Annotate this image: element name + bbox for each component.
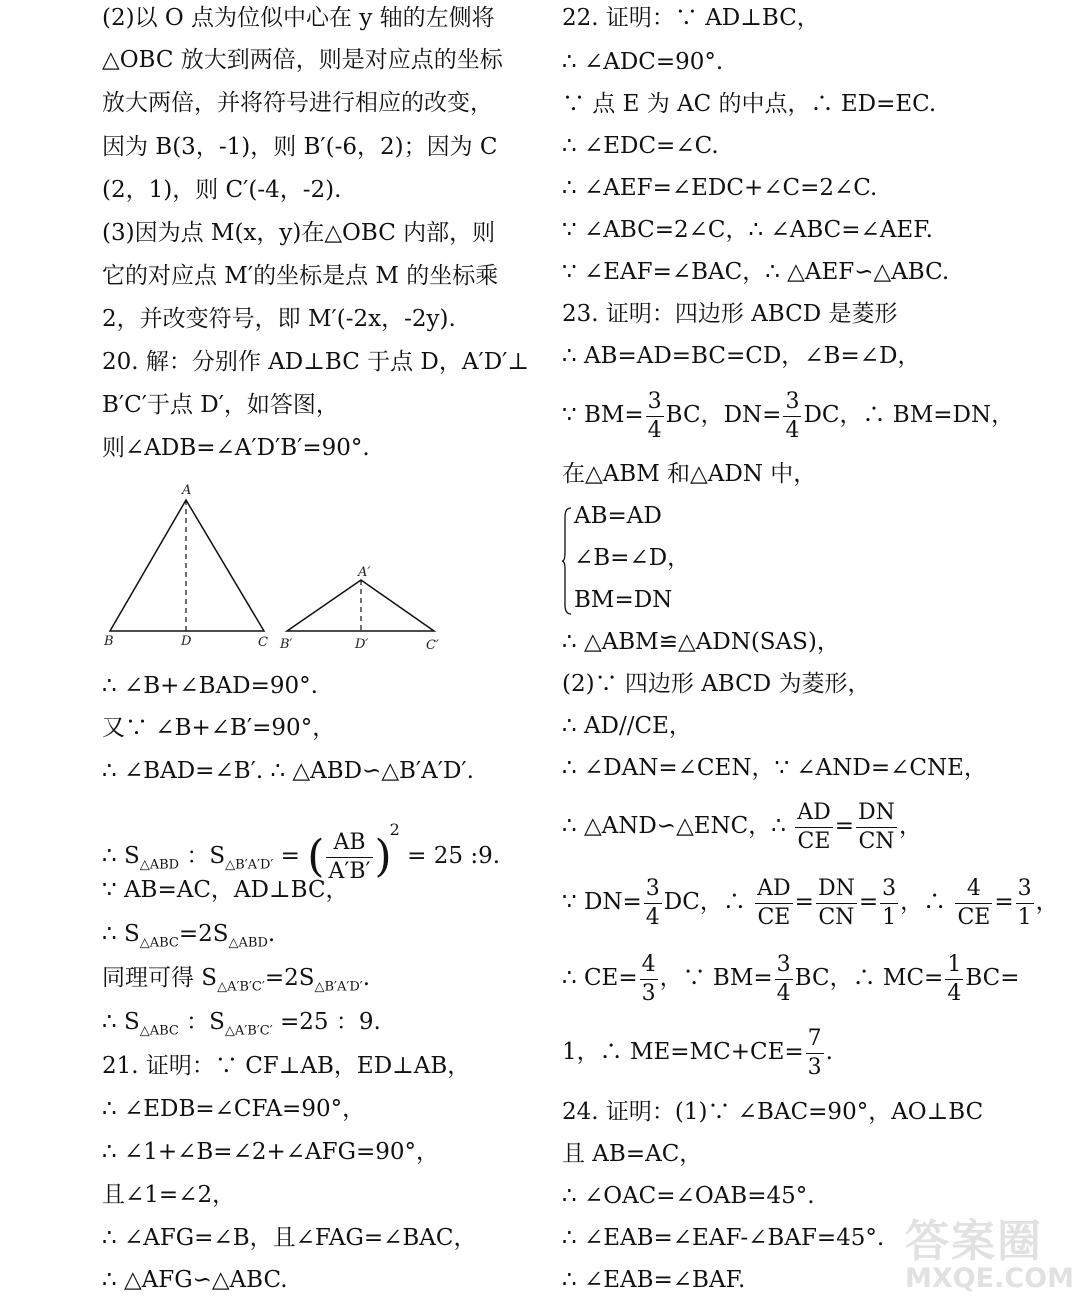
text-line: 它的对应点 M′的坐标是点 M 的坐标乘: [102, 263, 499, 289]
text-span: =25 ：9.: [272, 1009, 381, 1035]
text-line: ∴ ∠1+∠B=∠2+∠AFG=90°，: [102, 1139, 439, 1165]
text-line: ∴ ∠EDB=∠CFA=90°，: [102, 1096, 366, 1122]
text-span: ，: [898, 813, 922, 839]
text-span: 1，∴ ME=MC+CE=: [562, 1039, 804, 1065]
text-line: B′C′于点 D′，如答图，: [102, 392, 339, 418]
text-span: .: [362, 965, 371, 991]
numerator: 4: [641, 951, 656, 977]
fraction: [646, 388, 664, 443]
text-line: (2)∵ 四边形 ABCD 为菱形，: [562, 671, 871, 697]
fraction: [755, 875, 793, 930]
text-span: BC，∴ MC=: [794, 965, 944, 991]
text-span: .: [825, 1039, 833, 1065]
text-line: 24. 证明：(1)∵ ∠BAC=90°，AO⊥BC: [562, 1099, 984, 1125]
text-line: [102, 1008, 381, 1046]
text-line: 因为 B(3，-1)，则 B′(-6，2)；因为 C: [102, 134, 498, 160]
fraction: [1016, 875, 1034, 930]
text-line: [102, 920, 275, 958]
area-ratio-line: [102, 800, 501, 884]
text-line: 且 AB=AC，: [562, 1141, 703, 1167]
text-span: ，∵ BM=: [659, 965, 773, 991]
denominator: 4: [947, 980, 962, 1006]
text-line: AB=AD: [574, 503, 662, 529]
and-similar-line: [562, 796, 922, 856]
numerator: 3: [776, 951, 791, 977]
numerator: AD: [797, 799, 831, 825]
numerator: 3: [647, 388, 662, 414]
text-line: ∴ ∠ADC=90°.: [562, 49, 724, 75]
fraction: [644, 875, 662, 930]
numerator: 3: [1017, 875, 1032, 901]
subscript: △A′B′C′: [217, 979, 265, 995]
text-line: ∴ ∠EAB=∠EAF-∠BAF=45°.: [562, 1225, 885, 1251]
text-line: 2，并改变符号，即 M′(-2x，-2y).: [102, 306, 456, 332]
numerator: 7: [807, 1025, 822, 1051]
text-line: 22. 证明：∵ AD⊥BC，: [562, 5, 820, 31]
numerator: 3: [882, 875, 897, 901]
text-line: 且∠1=∠2，: [102, 1182, 236, 1208]
label-a: A: [182, 483, 192, 498]
text-line: ∴ ∠EDC=∠C.: [562, 133, 719, 159]
denominator: 1: [882, 904, 897, 930]
denominator: 4: [785, 417, 800, 443]
text-line: (3)因为点 M(x，y)在△OBC 内部，则: [102, 220, 496, 246]
fraction: [816, 875, 857, 930]
left-paren: (: [307, 831, 325, 882]
fraction: [326, 829, 372, 884]
text-span: =: [834, 813, 855, 839]
text-line: (2，1)，则 C′(-4，-2).: [102, 177, 342, 203]
denominator: 4: [647, 417, 662, 443]
ce-equation-line: [562, 948, 1020, 1008]
fraction: [795, 799, 833, 854]
triangle-a-prime: [287, 580, 434, 631]
watermark-title: 答案圈: [905, 1216, 1043, 1267]
denominator: CN: [856, 827, 897, 853]
text-span: =: [273, 843, 308, 869]
denominator: 4: [645, 904, 660, 930]
text-line: 在△ABM 和△ADN 中，: [562, 461, 817, 487]
denominator: A′B′: [328, 858, 371, 884]
denominator: 1: [1017, 904, 1032, 930]
numerator: DN: [858, 799, 895, 825]
text-line: ∠B=∠D，: [574, 545, 691, 571]
text-line: ∵ AB=AC，AD⊥BC，: [102, 877, 349, 903]
triangle-abc-outline: [110, 500, 264, 631]
numerator: 4: [966, 875, 981, 901]
text-line: ∴ △AFG∽△ABC.: [102, 1267, 288, 1293]
text-line: ∴ AB=AD=BC=CD，∠B=∠D，: [562, 343, 921, 369]
label-c: C: [258, 635, 268, 650]
text-line: ∵ ∠EAF=∠BAC，∴ △AEF∽△ABC.: [562, 259, 950, 285]
system-brace: [562, 507, 572, 615]
denominator: CE: [755, 903, 793, 929]
text-line: ∴ ∠AEF=∠EDC+∠C=2∠C.: [562, 175, 878, 201]
text-line: △OBC 放大到两倍，则是对应点的坐标: [102, 47, 503, 73]
label-b: B: [104, 634, 114, 649]
text-span: ：S: [178, 1009, 225, 1035]
text-line: ∴ ∠EAB=∠BAF.: [562, 1267, 746, 1293]
text-line: 又∵ ∠B+∠B′=90°，: [102, 715, 336, 741]
numerator: DN: [817, 875, 855, 901]
bm-equation-line: [562, 386, 1014, 444]
text-span: =: [794, 889, 814, 915]
text-span: DC，∴ BM=DN，: [803, 402, 1015, 428]
label-b-prime: B′: [280, 637, 293, 652]
text-line: ∴ AD//CE，: [562, 713, 692, 739]
denominator: 3: [641, 980, 656, 1006]
text-span: =2S: [178, 921, 229, 947]
text-line: 放大两倍，并将符号进行相应的改变，: [102, 90, 493, 116]
fraction: [640, 951, 658, 1006]
label-d-prime: D′: [355, 637, 369, 652]
text-line: ∴ ∠DAN=∠CEN，∵ ∠AND=∠CNE，: [562, 755, 987, 781]
numerator: AB: [333, 829, 366, 855]
triangle-figure: [102, 480, 462, 655]
text-span: .: [267, 921, 276, 947]
label-d: D: [181, 634, 192, 649]
text-line: ∴ ∠AFG=∠B，且∠FAG=∠BAC，: [102, 1225, 477, 1251]
text-span: ∴ CE=: [562, 965, 638, 991]
triangle-abc: [110, 500, 264, 631]
text-line: ∵ ∠ABC=2∠C，∴ ∠ABC=∠AEF.: [562, 217, 933, 243]
fraction: [880, 875, 898, 930]
text-span: = 25 :9.: [399, 843, 501, 869]
text-line: (2)以 O 点为位似中心在 y 轴的左侧将: [102, 5, 495, 31]
subscript: △B′A′D′: [225, 857, 274, 873]
subscript: △ABC: [139, 935, 179, 951]
fraction: [783, 388, 801, 443]
label-a-prime: A′: [358, 565, 371, 580]
text-line: 23. 证明：四边形 ABCD 是菱形: [562, 301, 898, 327]
triangle-a-prime-outline: [287, 580, 434, 631]
denominator: 4: [776, 980, 791, 1006]
text-line: ∵ 点 E 为 AC 的中点，∴ ED=EC.: [562, 91, 937, 117]
text-span: ∵ DN=: [562, 889, 642, 915]
text-line: ∴ ∠B+∠BAD=90°.: [102, 673, 318, 699]
text-span: BC=: [965, 965, 1020, 991]
fraction: [856, 799, 897, 854]
me-equation-line: [562, 1022, 833, 1082]
numerator: AD: [757, 875, 791, 901]
text-span: DC，∴: [663, 889, 754, 915]
text-span: =2S: [264, 965, 315, 991]
text-span: 同理可得 S: [102, 965, 218, 991]
fraction: [775, 951, 793, 1006]
text-line: ∴ ∠BAD=∠B′. ∴ △ABD∽△B′A′D′.: [102, 758, 474, 784]
text-span: =: [994, 889, 1014, 915]
subscript: △ABD: [228, 935, 268, 951]
text-span: ∴ S: [102, 1009, 140, 1035]
watermark-url: MXQE.COM: [905, 1263, 1074, 1294]
subscript: △B′A′D′: [314, 979, 363, 995]
numerator: 1: [947, 951, 962, 977]
text-line: 21. 证明：∵ CF⊥AB，ED⊥AB，: [102, 1053, 471, 1079]
text-line: 20. 解：分别作 AD⊥BC 于点 D，A′D′⊥: [102, 349, 529, 375]
text-span: ∴ △AND∽△ENC，∴: [562, 813, 794, 839]
text-span: =: [858, 889, 879, 915]
denominator: CE: [957, 904, 991, 930]
text-line: ∴ ∠OAC=∠OAB=45°.: [562, 1183, 815, 1209]
text-line: ∴ △ABM≌△ADN(SAS)，: [562, 629, 840, 655]
text-span: ∵ BM=: [562, 402, 644, 428]
fraction: [806, 1025, 824, 1080]
text-span: BC，DN=: [665, 402, 782, 428]
fraction: [945, 951, 963, 1006]
text-line: [102, 964, 370, 1002]
subscript: △A′B′C′: [224, 1023, 273, 1039]
text-span: ∴ S: [102, 843, 140, 869]
fraction: [955, 875, 992, 930]
right-paren: ): [374, 831, 392, 882]
numerator: 3: [645, 875, 660, 901]
label-c-prime: C′: [426, 638, 439, 653]
denominator: CE: [795, 827, 833, 853]
denominator: 3: [807, 1054, 822, 1080]
text-span: ，: [1035, 889, 1059, 915]
text-span: ，∴: [900, 889, 954, 915]
dn-equation-line: [562, 872, 1059, 932]
text-line: BM=DN: [574, 587, 673, 613]
text-line: 则∠ADB=∠A′D′B′=90°.: [102, 435, 370, 461]
numerator: 3: [785, 388, 800, 414]
text-span: ：S: [179, 843, 226, 869]
denominator: CN: [816, 903, 857, 929]
subscript: △ABC: [139, 1023, 179, 1039]
subscript: △ABD: [139, 857, 180, 873]
watermark: [905, 1205, 1075, 1300]
text-span: ∴ S: [102, 921, 140, 947]
exponent: 2: [389, 820, 400, 839]
